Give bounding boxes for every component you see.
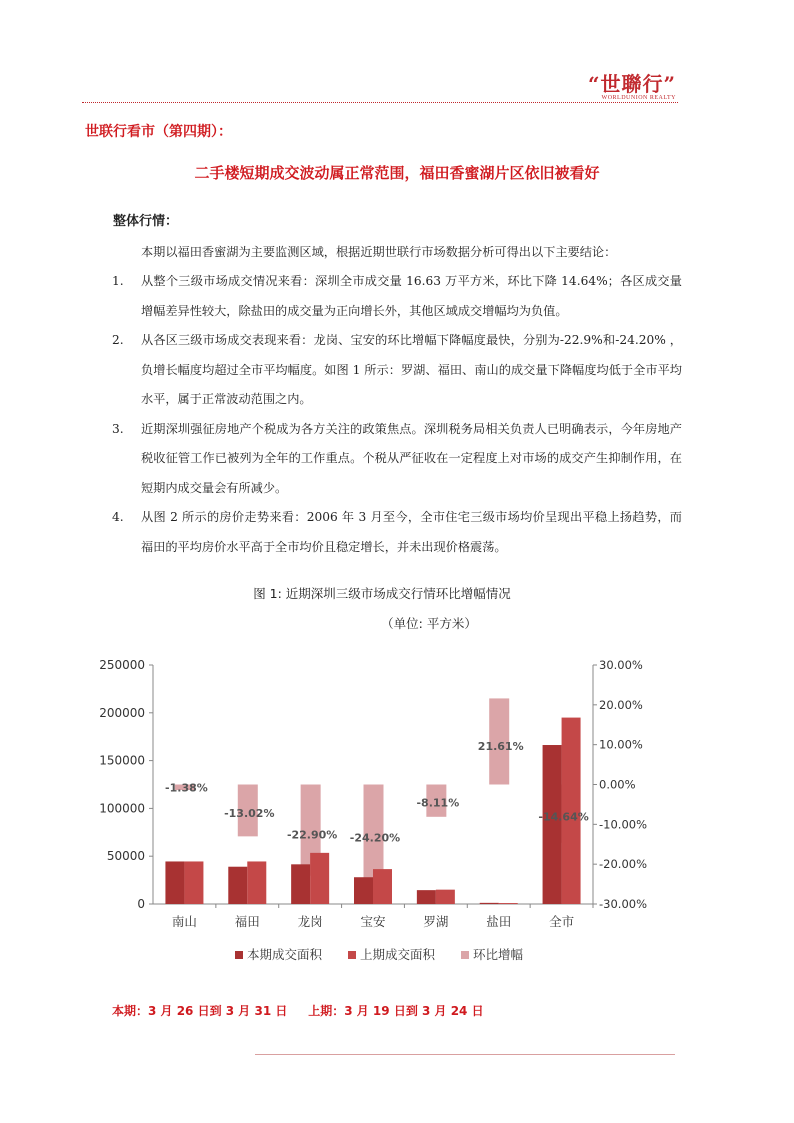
header-rule [82, 102, 678, 103]
previous-area-bar [247, 861, 266, 904]
legend-swatch [461, 951, 469, 959]
item-text: 从整个三级市场成交情况来看：深圳全市成交量 16.63 万平方米，环比下降 14.64%；各区成交量增幅差异性较大，除盐田的成交量为正向增长外，其他区域成交增幅均为负值。 [141, 274, 682, 318]
legend-label: 环比增幅 [473, 947, 524, 962]
list-item [112, 503, 682, 562]
x-tick-label: 宝安 [360, 914, 386, 929]
chart [85, 645, 681, 985]
right-tick-label: -20.00% [599, 857, 647, 872]
pct-data-label: -24.20% [349, 831, 401, 845]
legend-label: 本期成交面积 [247, 947, 323, 962]
figure-title: 图 1: 近期深圳三级市场成交行情环比增幅情况 [253, 586, 511, 601]
company-logo [588, 68, 676, 101]
x-tick-label: 福田 [234, 914, 260, 929]
left-tick-label: 150000 [99, 753, 145, 768]
legend-swatch [235, 951, 243, 959]
right-tick-label: 0.00% [599, 777, 636, 792]
left-tick-label: 100000 [99, 801, 145, 816]
pct-data-label: -13.02% [224, 807, 275, 821]
x-tick-label: 罗湖 [423, 914, 449, 929]
list-item [112, 267, 682, 326]
pct-data-label: -14.64% [538, 810, 589, 824]
pct-data-label: 21.61% [477, 739, 524, 753]
intro-paragraph: 本期以福田香蜜湖为主要监测区域，根据近期世联行市场数据分析可得出以下主要结论： [141, 245, 617, 259]
pct-data-label: -22.90% [286, 828, 338, 842]
item-text: 从图 2 所示的房价走势来看：2006 年 3 月至今，全市住宅三级市场均价呈现出平稳上扬趋势，而福田的平均房价水平高于全市均价且稳定增长，并未出现价格震荡。 [141, 510, 682, 554]
chart-svg [85, 645, 681, 985]
left-tick-label: 250000 [99, 658, 145, 672]
left-tick-label: 50000 [106, 849, 145, 864]
current-area-bar [165, 861, 184, 904]
right-tick-label: -30.00% [599, 897, 647, 911]
item-text: 从各区三级市场成交表现来看：龙岗、宝安的环比增幅下降幅度最快，分别为-22.9%和-24.20% ，负增长幅度均超过全市平均幅度。如图 1 所示：罗湖、福田、南山的成交量下降幅度均低于全市平均水平，属于正常波动范围之内。 [141, 333, 682, 406]
current-area-bar [354, 877, 373, 904]
previous-area-bar [436, 890, 455, 904]
current-area-bar [291, 864, 310, 904]
right-tick-label: 20.00% [599, 697, 643, 712]
right-tick-label: 10.00% [599, 737, 643, 752]
x-tick-label: 南山 [171, 914, 197, 929]
item-number: 3. [112, 421, 124, 436]
footer-rule [255, 1054, 675, 1055]
series-title: 世联行看市（第四期）： [85, 124, 232, 140]
item-number: 4. [112, 510, 124, 524]
left-tick-label: 0 [137, 897, 145, 911]
x-tick-label: 盐田 [486, 914, 512, 929]
current-area-bar [480, 903, 499, 904]
x-tick-label: 全市 [549, 914, 575, 929]
period-note: 本期：3 月 26 日到 3 月 31 日 上期：3 月 19 日到 3 月 24 日 [112, 1004, 484, 1018]
logo-subtext: WORLDUNION REALTY [601, 95, 676, 101]
legend-label: 上期成交面积 [360, 947, 436, 962]
section-title: 整体行情： [113, 214, 179, 229]
previous-area-bar [499, 903, 518, 904]
current-area-bar [417, 890, 436, 904]
legend-swatch [348, 951, 356, 959]
x-tick-label: 龙岗 [297, 914, 323, 929]
item-text: 近期深圳强征房地产个税成为各方关注的政策焦点。深圳税务局相关负责人已明确表示，今年房地产税收征管工作已被列为全年的工作重点。个税从严征收在一定程度上对市场的成交产生抑制作用，在短期内成交量会有所减少。 [141, 421, 682, 495]
figure-unit: （单位: 平方米） [381, 616, 477, 631]
left-tick-label: 200000 [99, 705, 145, 720]
previous-area-bar [184, 861, 203, 904]
current-area-bar [228, 867, 247, 904]
list-item [112, 326, 682, 415]
right-tick-label: -10.00% [599, 817, 647, 832]
list-item [112, 415, 682, 504]
logo-text: “世聯行” [587, 72, 676, 96]
pct-data-label: -8.11% [416, 796, 460, 810]
pct-data-label: -1.38% [165, 781, 208, 795]
current-area-bar [543, 745, 562, 904]
item-number: 2. [112, 333, 124, 347]
previous-area-bar [373, 869, 392, 904]
findings-list [112, 267, 682, 562]
headline: 二手楼短期成交波动属正常范围，福田香蜜湖片区依旧被看好 [194, 164, 600, 182]
right-tick-label: 30.00% [599, 658, 643, 672]
item-number: 1. [112, 274, 124, 288]
previous-area-bar [310, 853, 329, 904]
